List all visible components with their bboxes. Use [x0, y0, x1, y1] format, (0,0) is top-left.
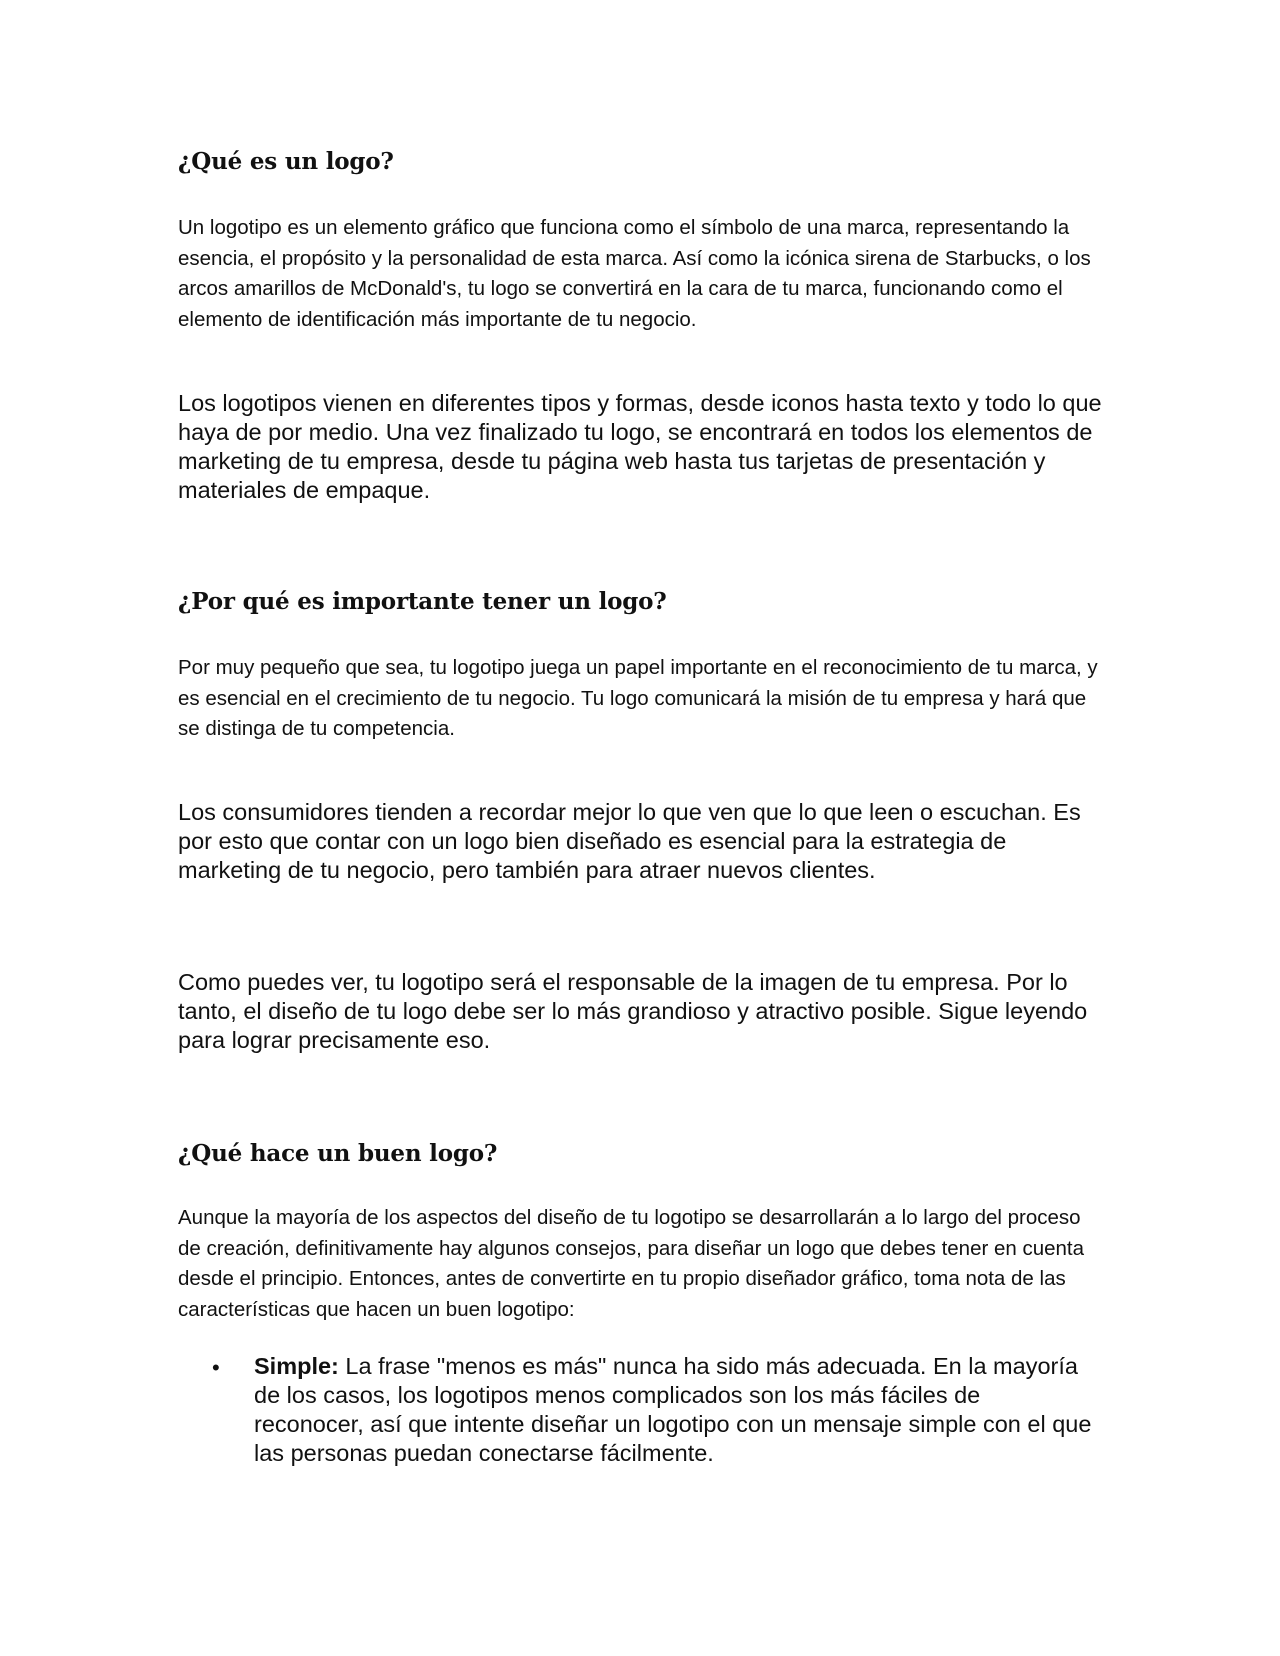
paragraph-reconocimiento-marca: Por muy pequeño que sea, tu logotipo juega un papel importante en el reconocimiento de tu marca, y es esencial en el crecimiento de tu negocio. Tu logo comunicará la misión de tu empresa y hará que se distinga de tu competencia. [178, 656, 1098, 740]
paragraph-consumidores: Los consumidores tienden a recordar mejor lo que ven que lo que leen o escuchan. Es por esto que contar con un logo bien diseñado es esencial para la estrategia de marketing de tu negocio, pero también para atraer nuevos clientes. [178, 799, 1081, 883]
section-heading-que-es-un-logo: ¿Qué es un logo? [178, 148, 394, 175]
list-item-simple [254, 1352, 1094, 1468]
paragraph-consejos-diseno: Aunque la mayoría de los aspectos del diseño de tu logotipo se desarrollarán a lo largo del proceso de creación, definitivamente hay algunos consejos, para diseñar un logo que debes tener en cuenta desde el principio. Entonces, antes de convertirte en tu propio diseñador gráfico, toma nota de las características que hacen un buen logotipo: [178, 1206, 1085, 1321]
section-heading-por-que-importante: ¿Por qué es importante tener un logo? [178, 588, 667, 615]
paragraph-imagen-empresa: Como puedes ver, tu logotipo será el responsable de la imagen de tu empresa. Por lo tanto, el diseño de tu logo debe ser lo más grandioso y atractivo posible. Sigue leyendo para lograr precisamente eso. [178, 969, 1088, 1053]
list-bullet: • [212, 1355, 220, 1380]
section-heading-buen-logo: ¿Qué hace un buen logo? [178, 1140, 498, 1167]
list-item-text: La frase "menos es más" nunca ha sido más adecuada. En la mayoría de los casos, los logotipos menos complicados son los más fáciles de reconocer, así que intente diseñar un logotipo con un mensaje simple con el que las personas puedan conectarse fácilmente. [254, 1353, 1092, 1466]
paragraph-definicion-logotipo: Un logotipo es un elemento gráfico que funciona como el símbolo de una marca, representando la esencia, el propósito y la personalidad de esta marca. Así como la icónica sirena de Starbucks, o los arcos amarillos de McDonald's, tu logo se convertirá en la cara de tu marca, funcionando como el elemento de identificación más importante de tu negocio. [178, 216, 1091, 331]
paragraph-tipos-de-logotipos: Los logotipos vienen en diferentes tipos y formas, desde iconos hasta texto y todo lo que haya de por medio. Una vez finalizado tu logo, se encontrará en todos los elementos de marketing de tu empresa, desde tu página web hasta tus tarjetas de presentación y materiales de empaque. [178, 390, 1102, 503]
list-item-term: Simple: [254, 1353, 339, 1379]
